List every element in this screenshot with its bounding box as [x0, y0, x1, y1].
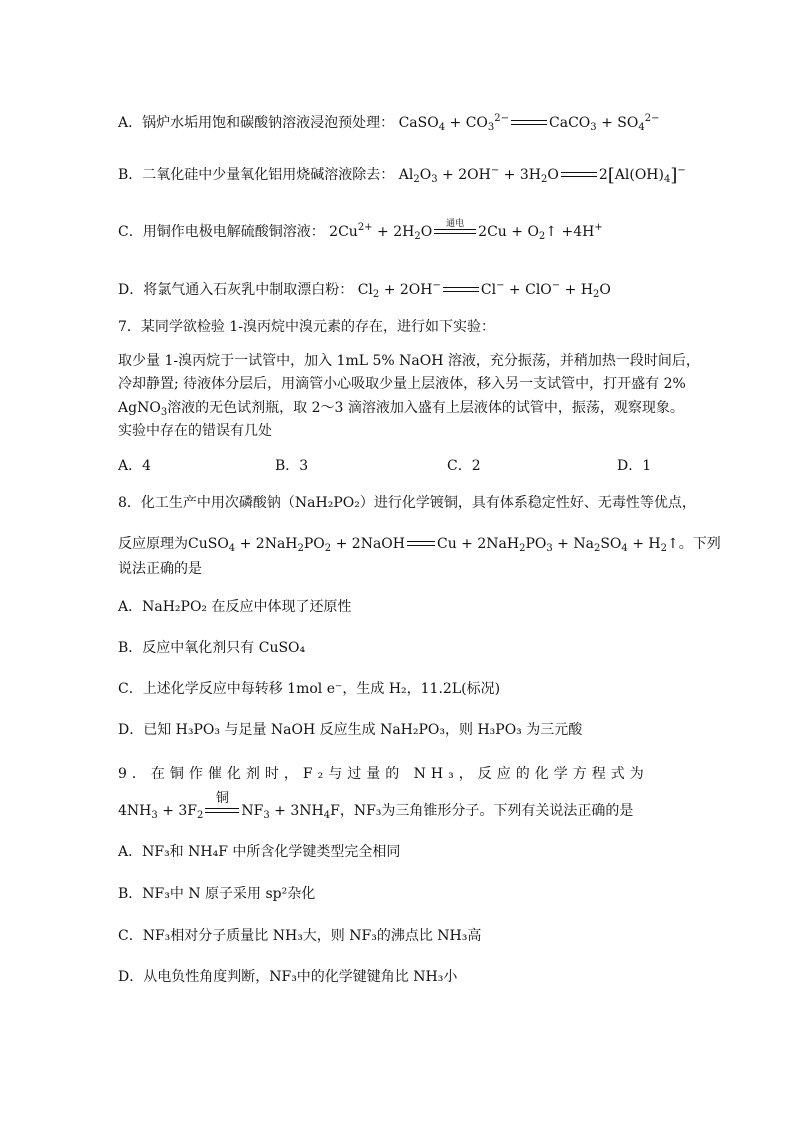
q6-d-equation: $Cl_2 + 2OH^-$ $Cl^- + ClO^- + H_2O$	[357, 280, 611, 300]
q7-option-a: A．4	[118, 458, 152, 474]
q7-option-c: C．2	[447, 458, 481, 474]
q8-stem-prefix: 反应原理为	[118, 536, 188, 552]
q7-body-line-4: 实验中存在的错误有几处	[118, 423, 272, 439]
q6-option-d-text: D．将氯气通入石灰乳中制取漂白粉：	[118, 282, 354, 298]
q9-option-b: B．NF₃中 N 原子采用 sp²杂化	[118, 886, 316, 902]
q9-option-a: A．NF₃和 NH₄F 中所含化学键类型完全相同	[118, 844, 401, 860]
q7-option-b: B．3	[275, 458, 309, 474]
q6-b-equation: $Al_2O_3 + 2OH^- + 3H_2O$ $2[Al(OH)_4]^-$	[398, 165, 686, 186]
q7-body-line-2: 冷却静置; 待液体分层后，用滴管小心吸取少量上层液体，移入另一支试管中，打开盛有 2%	[118, 376, 686, 392]
q6-option-b-text: B．二氧化硅中少量氧化铝用烧碱溶液除去：	[118, 167, 395, 183]
q6-option-c-text: C．用铜作电极电解硫酸铜溶液：	[118, 224, 325, 240]
q8-stem-suffix: 。下列	[678, 536, 721, 552]
q7-agno3: AgNO$_3$	[118, 400, 168, 418]
q6-option-a	[118, 108, 659, 139]
q9-stem-line-1: 9．在铜作催化剂时，F₂与过量的 NH₃，反应的化学方程式为	[118, 766, 649, 782]
q9-stem-line-2	[118, 791, 634, 827]
q8-option-a: A．NaH₂PO₂ 在反应中体现了还原性	[118, 599, 352, 615]
q6-option-c	[118, 217, 603, 248]
q8-stem-line-1: 8．化工生产中用次磷酸钠（NaH₂PO₂）进行化学镀铜，具有体系稳定性好、无毒性等优点，	[118, 495, 696, 511]
q6-a-equation: CaSO$_4$ + $CO_3^{2-}$ CaCO$_3$ + $SO_4^{2-}$	[398, 113, 660, 133]
q7-stem: 7．某同学欲检验 1-溴丙烷中溴元素的存在，进行如下实验：	[118, 319, 495, 335]
q6-option-b	[118, 160, 686, 191]
q8-option-d: D．已知 H₃PO₃ 与足量 NaOH 反应生成 NaH₂PO₃，则 H₃PO₃ 为三元酸	[118, 722, 583, 738]
q6-option-d	[118, 275, 611, 306]
q8-stem-line-3: 说法正确的是	[118, 561, 202, 577]
q8-equation: CuSO$_4$ + $2NaH_2PO_2$ + 2NaOH $Cu + 2NaH_2PO_3 + Na_2SO_4$ + $H_2↑$	[188, 536, 679, 554]
q7-body-line-1: 取少量 1-溴丙烷于一试管中，加入 1mL 5% NaOH 溶液，充分振荡，并稍加热一段时间后，	[118, 353, 700, 369]
q6-c-equation: $2Cu^{2+} + 2H_2O$ 通电 $2Cu + O_2↑ +4H^+$	[329, 224, 603, 240]
q8-option-c: C．上述化学反应中每转移 1mol e⁻，生成 H₂，11.2L(标况)	[118, 681, 501, 697]
q6-option-a-text: A．锅炉水垢用饱和碳酸钠溶液浸泡预处理：	[118, 115, 395, 131]
q8-stem-line-2	[118, 533, 721, 560]
q7-option-d: D．1	[617, 458, 652, 474]
q9-stem-suffix: ，NF₃为三角锥形分子。下列有关说法正确的是	[339, 803, 634, 819]
q9-option-d: D．从电负性角度判断，NF₃中的化学键键角比 NH₃小	[118, 969, 458, 985]
q8-option-b: B．反应中氧化剂只有 CuSO₄	[118, 640, 306, 656]
q9-condition: 铜	[215, 791, 229, 806]
q9-equation: $4NH_3 + 3F_2$ 铜 $NF_3 + 3NH_4F$	[118, 803, 340, 819]
q6-c-condition: 通电	[446, 219, 465, 229]
q9-option-c: C．NF₃相对分子质量比 NH₃大，则 NF₃的沸点比 NH₃高	[118, 928, 482, 944]
q7-body-line-3-text: 溶液的无色试剂瓶，取 2～3 滴溶液加入盛有上层液体的试管中，振荡，观察现象。	[167, 400, 684, 416]
